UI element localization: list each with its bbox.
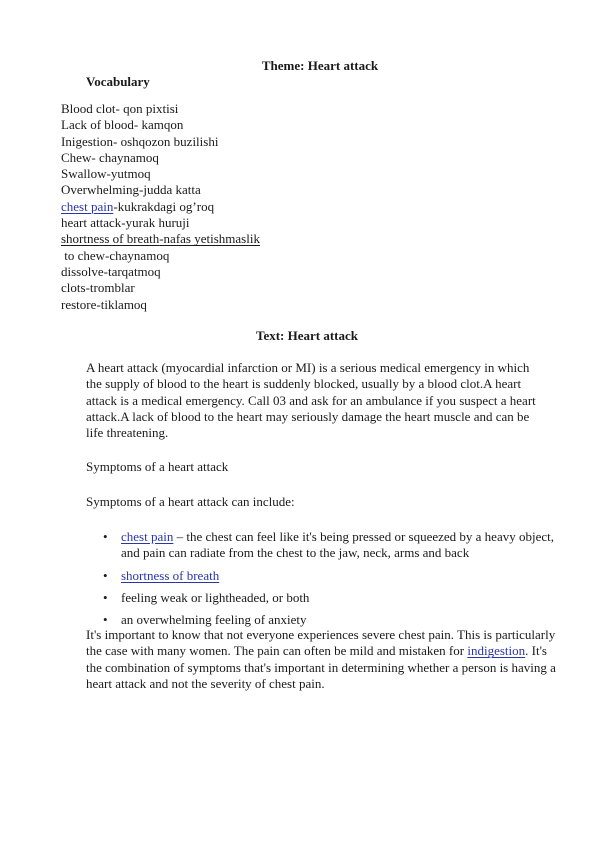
symptoms-heading: Symptoms of a heart attack bbox=[86, 459, 229, 474]
vocab-item bbox=[61, 231, 260, 247]
vocab-term: dissolve bbox=[61, 263, 104, 279]
vocab-meaning: chaynamoq bbox=[98, 149, 159, 165]
vocab-meaning: tarqatmoq bbox=[107, 263, 161, 279]
vocab-meaning: nafas yetishmaslik bbox=[163, 231, 260, 247]
vocab-item bbox=[61, 117, 260, 133]
page-title: Theme: Heart attack bbox=[261, 58, 379, 73]
bullet-icon: • bbox=[103, 612, 108, 628]
vocab-term: to chew bbox=[61, 247, 106, 263]
vocab-term: Swallow bbox=[61, 166, 107, 182]
vocab-meaning: kamqon bbox=[141, 117, 184, 133]
vocab-item bbox=[61, 182, 260, 198]
vocab-separator: - bbox=[106, 166, 111, 182]
vocab-term: shortness of breath bbox=[61, 231, 160, 247]
vocab-item bbox=[61, 264, 260, 280]
vocab-item bbox=[61, 166, 260, 182]
vocab-item bbox=[61, 101, 260, 117]
vocab-separator: - bbox=[103, 263, 108, 279]
vocab-meaning: tromblar bbox=[89, 280, 135, 296]
vocab-separator: - bbox=[133, 117, 142, 133]
vocab-term: heart attack bbox=[61, 215, 122, 231]
symptom-item bbox=[86, 568, 556, 584]
symptom-item bbox=[86, 590, 556, 606]
vocab-meaning: kukrakdagi og’roq bbox=[117, 198, 215, 214]
chest-pain-link[interactable]: chest pain bbox=[121, 529, 174, 544]
symptoms-intro: Symptoms of a heart attack can include: bbox=[86, 494, 295, 509]
bullet-icon: • bbox=[103, 589, 108, 605]
vocab-separator: - bbox=[159, 231, 164, 247]
vocab-term: Chew bbox=[61, 149, 92, 165]
vocabulary-heading: Vocabulary bbox=[86, 74, 150, 89]
closing-text-after: . It's the combination of symptoms that's important in determining whether a person is having a heart attack and not the severity of chest pain. bbox=[86, 643, 556, 691]
vocab-meaning: oshqozon buzilishi bbox=[120, 133, 219, 149]
vocab-separator: - bbox=[121, 215, 126, 231]
symptoms-list bbox=[86, 529, 556, 628]
vocab-item bbox=[61, 134, 260, 150]
intro-paragraph: A heart attack (myocardial infarction or MI) is a serious medical emergency in which the supply of blood to the heart is suddenly blocked, usually by a blood clot.A heart attack is a medical emergency. Call 03 and ask for an ambulance if you suspect a heart attack.A lack of blood to the heart may seriously damage the heart muscle and can be life threatening. bbox=[86, 360, 536, 441]
vocab-separator: - bbox=[105, 247, 110, 263]
vocab-term: clots bbox=[61, 280, 86, 296]
vocab-meaning: yutmoq bbox=[110, 166, 151, 182]
indigestion-link[interactable]: indigestion bbox=[467, 643, 526, 659]
vocab-term: restore bbox=[61, 296, 97, 312]
symptom-text: an overwhelming feeling of anxiety bbox=[121, 612, 307, 628]
vocab-separator: - bbox=[91, 149, 99, 165]
vocab-meaning: chaynamoq bbox=[109, 247, 170, 263]
vocab-meaning: judda katta bbox=[143, 182, 201, 198]
vocab-item bbox=[61, 150, 260, 166]
text-title: Text: Heart attack bbox=[255, 328, 359, 343]
vocab-meaning: yurak huruji bbox=[125, 215, 190, 231]
vocab-separator: - bbox=[115, 101, 124, 116]
closing-paragraph bbox=[86, 627, 556, 692]
vocab-item bbox=[61, 248, 260, 264]
vocab-separator: - bbox=[113, 133, 121, 149]
vocab-item bbox=[61, 199, 260, 215]
symptom-text: feeling weak or lightheaded, or both bbox=[121, 589, 310, 605]
vocabulary-list bbox=[61, 101, 260, 313]
vocab-item bbox=[61, 215, 260, 231]
vocab-separator: - bbox=[85, 280, 90, 296]
vocab-separator: - bbox=[113, 198, 118, 214]
vocab-term: Lack of blood bbox=[61, 117, 134, 133]
vocab-term-link-chest-pain[interactable]: chest pain bbox=[61, 198, 114, 214]
vocab-item bbox=[61, 280, 260, 296]
vocab-term: Overwhelming bbox=[61, 182, 139, 198]
vocab-term: Blood clot bbox=[61, 101, 116, 116]
vocab-item bbox=[61, 297, 260, 313]
shortness-of-breath-link[interactable]: shortness of breath bbox=[121, 567, 220, 583]
symptom-text: – the chest can feel like it's being pressed or squeezed by a heavy object, and pain can radiate from the chest to the jaw, neck, arms and back bbox=[121, 529, 554, 561]
symptom-item bbox=[86, 529, 556, 562]
closing-text-before: It's important to know that not everyone experiences severe chest pain. This is particularly the case with many women. The pain can often be mild and mistaken for bbox=[86, 627, 556, 659]
bullet-icon: • bbox=[103, 567, 108, 583]
vocab-meaning: tiklamoq bbox=[100, 296, 147, 312]
vocab-term: Inigestion bbox=[61, 133, 113, 149]
vocab-separator: - bbox=[96, 296, 101, 312]
vocab-separator: - bbox=[138, 182, 144, 198]
vocab-meaning: qon pixtisi bbox=[123, 101, 179, 116]
bullet-icon: • bbox=[103, 529, 108, 544]
